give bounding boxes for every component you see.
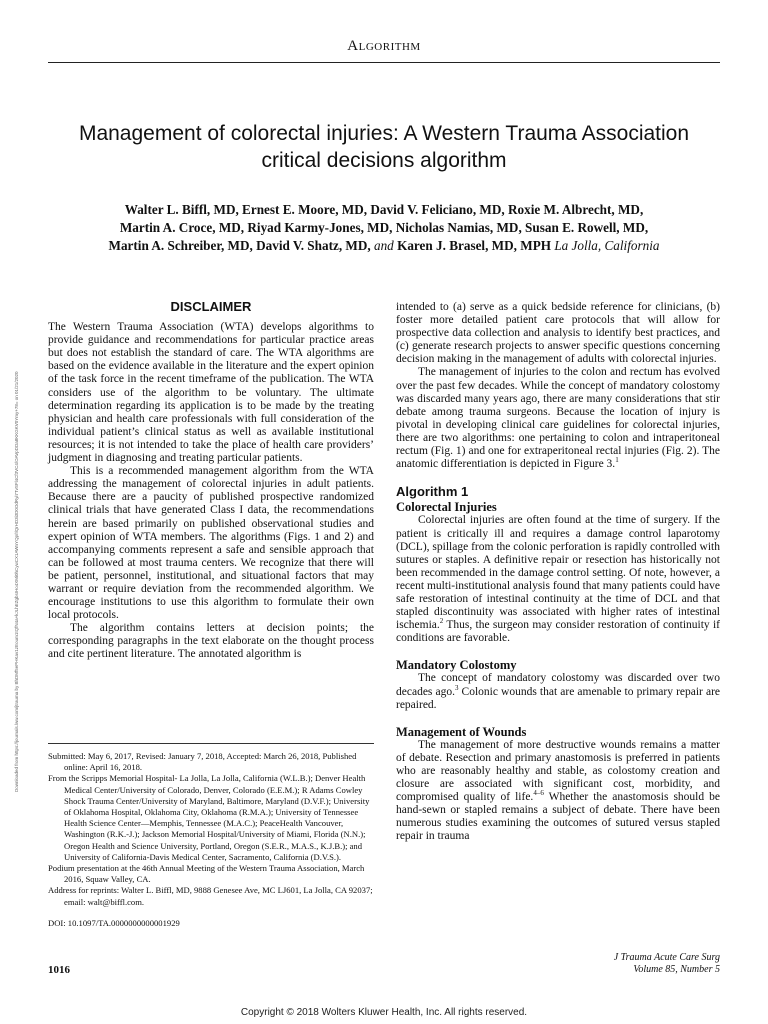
footnote-podium: Podium presentation at the 46th Annual Meeting of the Western Trauma Association, March 2016, Squaw Valley, CA. [48, 863, 365, 885]
paragraph-text: Thus, the surgeon may consider restoration of continuity if conditions are favorable. [396, 619, 720, 645]
section-label: Algorithm [347, 38, 421, 54]
copyright-notice: Copyright © 2018 Wolters Kluwer Health, Inc. All rights reserved. [240, 1007, 528, 1018]
author-line-2: Martin A. Croce, MD, Riyad Karmy-Jones, MD, Nicholas Namias, MD, Susan E. Rowell, MD, [119, 220, 649, 235]
author-location: La Jolla, California [554, 238, 660, 253]
footnote-doi: DOI: 10.1097/TA.0000000000001929 [48, 917, 180, 928]
citation-ref: 2 [439, 617, 444, 626]
citation-ref: 4–6 [533, 789, 544, 798]
body-paragraph: intended to (a) serve as a quick bedside reference for clinicians, (b) foster more detailed patient care protocols that will allow for prospective data collection and analysis to identify best practices, and (c) generate research projects to answer specific questions concerning decision making in the management of adults with colorectal injuries. [396, 301, 720, 366]
algorithm-heading: Algorithm 1 [396, 484, 469, 500]
subheading-mandatory-colostomy: Mandatory Colostomy [396, 658, 517, 673]
journal-citation [614, 952, 720, 976]
author-line-1: Walter L. Biffl, MD, Ernest E. Moore, MD, David V. Feliciano, MD, Roxie M. Albrecht, MD, [124, 202, 644, 217]
disclaimer-paragraph: The Western Trauma Association (WTA) develops algorithms to provide guidance and recommendations for particular practice areas but does not establish the standard of care. The WTA algorithms are based on the evidence available in the literature and the expert opinion of the task force in the recent timeframe of the publication. The WTA considers use of the algorithm to be voluntary. The ultimate determination regarding its application is to be made by the treating physician and health care professionals with full consideration of the individual patient’s clinical status as well as available institutional resources; it is not intended to take the place of health care providers’ judgment in diagnosing and treating particular patients. [48, 321, 374, 465]
disclaimer-heading: DISCLAIMER [170, 299, 252, 314]
citation-ref: 1 [615, 456, 619, 465]
journal-name: J Trauma Acute Care Surg [613, 952, 720, 963]
author-and: and [373, 238, 394, 253]
left-column [48, 300, 374, 662]
paragraph-text: The management of more destructive wounds remains a matter of debate. Resection and primary anastomosis is preferred in patients who are reasonably healthy and stable, as colostomy creation and closure are associated with significant cost, morbidity, and compromised quality of life. [396, 738, 720, 804]
paragraph-text: The management of injuries to the colon and rectum has evolved over the past few decades. While the concept of mandatory colostomy was discarded many years ago, there are many considerations that stir debate among trauma surgeons. Because the location of injury is pivotal in developing clinical care guidelines for colorectal injuries, there are two algorithms: one pertaining to colon and intraperitoneal rectum (Fig. 1) and one for extraperitoneal rectal injuries (Fig. 2). The anatomic differentiation is depicted in Figure 3. [396, 366, 720, 471]
author-line-3-pre: Martin A. Schreiber, MD, David V. Shatz, MD, [108, 238, 371, 253]
header-rule [48, 62, 720, 63]
footnote-submitted: Submitted: May 6, 2017, Revised: January 7, 2018, Accepted: March 26, 2018, Published online: April 16, 2018. [48, 751, 357, 773]
body-paragraph [396, 672, 720, 711]
article-title: Management of colorectal injuries: A Western Trauma Association critical decisions algorithm [78, 122, 690, 172]
page-number: 1016 [48, 964, 70, 976]
body-paragraph [396, 366, 720, 471]
footnotes [48, 751, 374, 929]
body-paragraph [396, 514, 720, 645]
subheading-colorectal-injuries: Colorectal Injuries [396, 500, 497, 515]
footnote-rule [48, 743, 374, 744]
body-paragraph [396, 739, 720, 844]
journal-volume: Volume 85, Number 5 [633, 964, 720, 975]
body-paragraph: The algorithm contains letters at decision points; the corresponding paragraphs in the text elaborate on the thought process and cite pertinent literature. The annotated algorithm is [48, 622, 374, 661]
right-column [396, 301, 720, 844]
citation-ref: 3 [454, 683, 459, 692]
subheading-management-of-wounds: Management of Wounds [396, 724, 527, 739]
paragraph-text: Whether the anastomosis should be hand-sewn or stapled remains a subject of debate. There have been numerous studies examining the outcomes of sutured versus stapled repair in trauma [396, 791, 720, 843]
paragraph-text: Colorectal injuries are often found at the time of surgery. If the patient is critically ill and requires a damage control laparotomy (DCL), spillage from the colonic perforation is rapidly controlled with sutures or staples. A definitive repair or resection has historically not been recommended in the damage control setting. Of note, however, a recent multi-institutional analysis found that many patients could have safe restoration of intestinal continuity at the time of DCL and that stapled discontinuity was associated with higher rates of intestinal ischemia. [396, 514, 720, 632]
paragraph-text: The concept of mandatory colostomy was discarded over two decades ago. [396, 672, 720, 698]
footnote-reprints: Address for reprints: Walter L. Biffl, MD, 9888 Genesee Ave, MC LJ601, La Jolla, CA 92037; email: walt@biffl.com. [48, 885, 373, 907]
download-watermark: Downloaded from https://journals.lww.com/jtrauma by BhDMf5ePHKav1zEoum1tQfN4a+kJLhEZgbsIHo4XMi0hCywCX1AWnYQp/IlQrHD3i3D0OdRyi7TvSFl4Cf3VC4/OAVpDDa8KKGKV0Ymy+78= on 01/21/2020 [14, 371, 19, 792]
author-line-3 [48, 237, 720, 255]
author-list [48, 201, 720, 255]
author-line-3-post: Karen J. Brasel, MD, MPH [397, 238, 552, 253]
footnote-affiliations: From the Scripps Memorial Hospital- La Jolla, La Jolla, California (W.L.B.); Denver Health Medical Center/University of Colorado, Denver, Colorado (E.E.M.); R Adams Cowley Shock Trauma Center/University of Maryland, Baltimore, Maryland (D.V.F.); University of Oklahoma Hospital, Oklahoma City, Oklahoma (R.M.A.); University of Tennessee Health Science Center—Memphis, Tennessee (M.A.C.); PeaceHealth Vancouver, Washington (R.K.-J.); Jackson Memorial Hospital/University of Miami, Florida (N.N.); Oregon Health and Science University, Portland, Oregon (S.E.R., M.A.S., K.J.B.); and University of California-Davis Medical Center, Sacramento, California (D.V.S.). [48, 773, 370, 862]
paragraph-text: Colonic wounds that are amenable to primary repair are repaired. [396, 685, 721, 711]
body-paragraph: This is a recommended management algorithm from the WTA addressing the management of colorectal injuries in adult patients. Because there are a paucity of published prospective randomized clinical trials that have generated Class I data, the recommendations herein are based primarily on published observational studies and expert opinion of WTA members. The algorithms (Figs. 1 and 2) and accompanying comments represent a safe and sensible approach that can be followed at most trauma centers. We recognize that there will be patient, personnel, institutional, and situational factors that may warrant or require deviation from the recommended algorithm. We encourage institutions to use this algorithm to formulate their own local protocols. [48, 465, 374, 622]
